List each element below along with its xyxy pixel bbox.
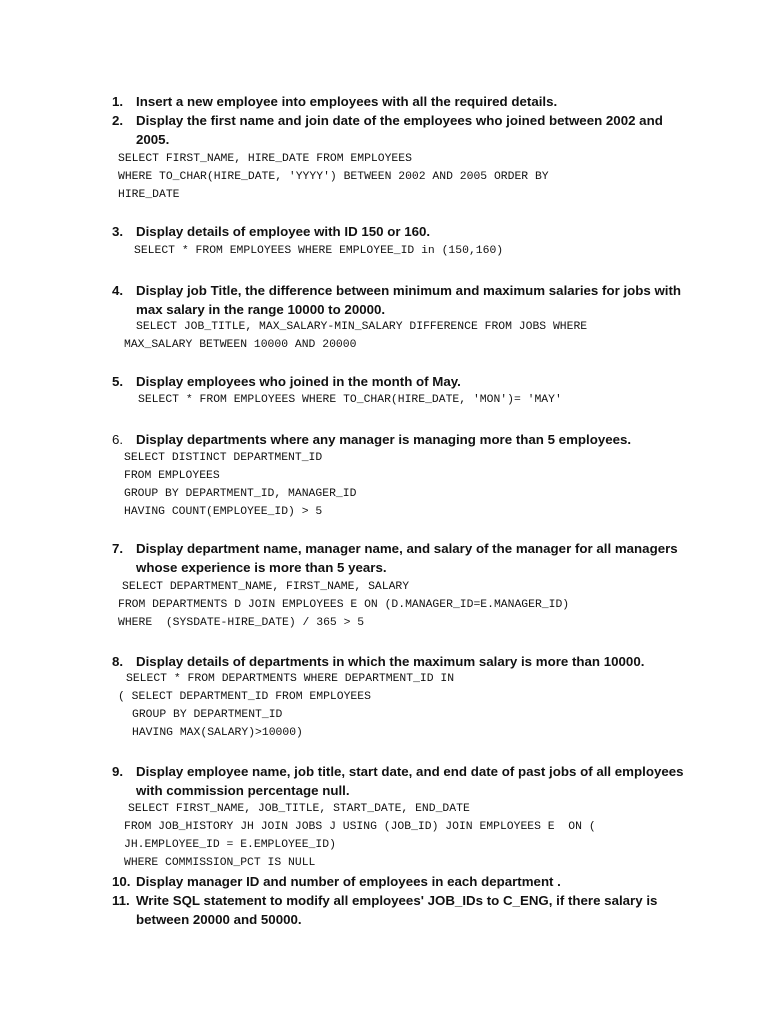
question-text: Display departments where any manager is managing more than 5 employees. (136, 432, 632, 447)
sql-line: GROUP BY DEPARTMENT_ID, MANAGER_ID (124, 488, 357, 500)
sql-line: HAVING MAX(SALARY)>10000) (132, 727, 303, 739)
question-text: Display the first name and join date of the employees who joined between 2002 and 2005. (136, 113, 663, 147)
sql-line: ( SELECT DEPARTMENT_ID FROM EMPLOYEES (118, 691, 371, 703)
question-1 (112, 92, 692, 111)
question-text: Display department name, manager name, and salary of the manager for all managers whose experience is more than 5 years. (136, 541, 678, 575)
question-4 (112, 281, 692, 319)
sql-line: SELECT * FROM EMPLOYEES WHERE EMPLOYEE_ID in (150,160) (134, 245, 504, 257)
sql-line: SELECT DEPARTMENT_NAME, FIRST_NAME, SALARY (122, 581, 410, 593)
sql-line: WHERE TO_CHAR(HIRE_DATE, 'YYYY') BETWEEN 2002 AND 2005 ORDER BY (118, 171, 549, 183)
question-number: 9. (112, 764, 124, 779)
question-number: 11. (112, 893, 130, 908)
question-number: 2. (112, 113, 124, 128)
question-text: Display job Title, the difference between minimum and maximum salaries for jobs with max salary in the range 10000 to 20000. (136, 283, 682, 317)
question-5 (112, 372, 692, 391)
sql-line: HAVING COUNT(EMPLOYEE_ID) > 5 (124, 506, 323, 518)
question-text: Write SQL statement to modify all employees' JOB_IDs to C_ENG, if there salary is between 20000 and 50000. (136, 893, 658, 927)
question-text: Insert a new employee into employees with all the required details. (136, 94, 558, 109)
sql-line: GROUP BY DEPARTMENT_ID (132, 709, 283, 721)
question-number: 8. (112, 654, 124, 669)
question-11 (112, 891, 692, 929)
sql-line: FROM JOB_HISTORY JH JOIN JOBS J USING (JOB_ID) JOIN EMPLOYEES E ON ( (124, 821, 596, 833)
question-6 (112, 430, 692, 449)
question-number: 10. (112, 874, 131, 889)
sql-line: SELECT FIRST_NAME, JOB_TITLE, START_DATE, END_DATE (128, 803, 470, 815)
question-number: 1. (112, 94, 124, 109)
question-2 (112, 111, 692, 149)
question-text: Display employee name, job title, start date, and end date of past jobs of all employees with commission percentage null. (136, 764, 684, 798)
question-number: 6. (112, 432, 124, 447)
sql-line: HIRE_DATE (118, 189, 180, 201)
sql-line: WHERE (SYSDATE-HIRE_DATE) / 365 > 5 (118, 617, 365, 629)
sql-line: SELECT * FROM DEPARTMENTS WHERE DEPARTMENT_ID IN (126, 673, 455, 685)
sql-line: SELECT DISTINCT DEPARTMENT_ID (124, 452, 323, 464)
question-7 (112, 539, 692, 577)
question-10 (112, 872, 692, 891)
question-text: Display details of employee with ID 150 or 160. (136, 224, 431, 239)
question-8 (112, 652, 692, 671)
sql-line: JH.EMPLOYEE_ID = E.EMPLOYEE_ID) (124, 839, 336, 851)
question-text: Display details of departments in which the maximum salary is more than 10000. (136, 654, 645, 669)
question-9 (112, 762, 692, 800)
question-3 (112, 222, 692, 241)
question-number: 4. (112, 283, 124, 298)
sql-line: FROM DEPARTMENTS D JOIN EMPLOYEES E ON (D.MANAGER_ID=E.MANAGER_ID) (118, 599, 570, 611)
sql-line: SELECT FIRST_NAME, HIRE_DATE FROM EMPLOYEES (118, 153, 412, 165)
sql-line: MAX_SALARY BETWEEN 10000 AND 20000 (124, 339, 357, 351)
question-number: 5. (112, 374, 124, 389)
sql-line: FROM EMPLOYEES (124, 470, 220, 482)
question-number: 7. (112, 541, 124, 556)
sql-line: WHERE COMMISSION_PCT IS NULL (124, 857, 316, 869)
question-text: Display employees who joined in the month of May. (136, 374, 461, 389)
sql-line: SELECT JOB_TITLE, MAX_SALARY-MIN_SALARY DIFFERENCE FROM JOBS WHERE (136, 321, 588, 333)
question-number: 3. (112, 224, 124, 239)
sql-line: SELECT * FROM EMPLOYEES WHERE TO_CHAR(HIRE_DATE, 'MON')= 'MAY' (138, 394, 562, 406)
question-text: Display manager ID and number of employees in each department . (136, 874, 561, 889)
